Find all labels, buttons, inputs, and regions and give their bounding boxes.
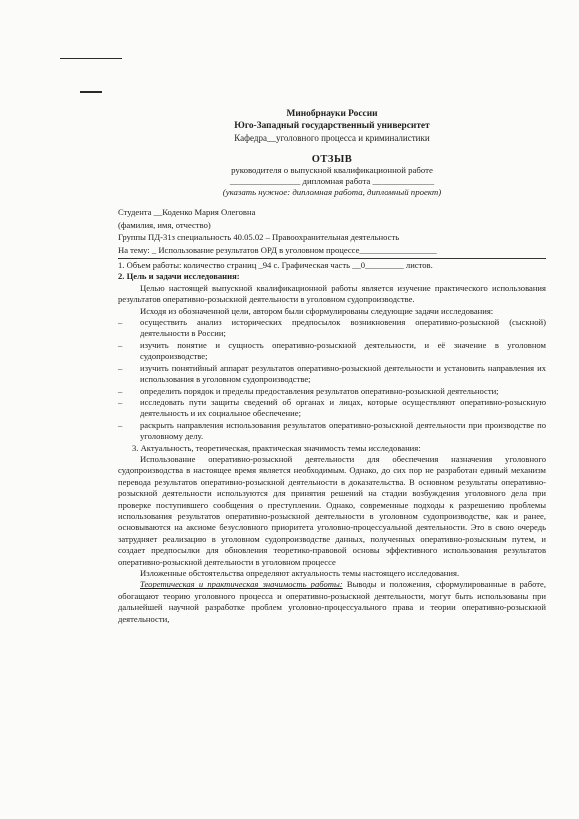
document-body [118,108,546,625]
student-field: Студента __Коденко Мария Олеговна [118,207,256,218]
goal-paragraph: Целью настоящей выпускной квалификационной работы является изучение практического использования результатов оперативно-розыскной деятельности в уголовном судопроизводстве. [118,282,546,305]
list-item: – изучить понятие и сущность оперативно-розыскной деятельности, и её значение в уголовном судопроизводстве; [118,339,546,362]
student-hint: (фамилия, имя, отчество) [118,219,211,230]
conclusion-paragraph: Изложенные обстоятельства определяют актуальность темы настоящего исследования. [140,568,460,578]
document-subtitle: руководителя о выпускной квалификационной работе [231,165,433,176]
list-item: – определить порядок и пределы предоставления результатов оперативно-розыскной деятельности; [118,385,499,396]
ministry-name: Минобрнауки России [286,109,378,119]
scan-edge-mark [60,58,122,59]
work-type-line: ________________ дипломная работа ______________ [229,176,435,187]
department-name: Кафедра__уголовного процесса и криминалистики [234,133,430,143]
section-goals-heading: 2. Цель и задачи исследования: [118,271,240,282]
scan-edge-mark [80,91,102,93]
section-relevance-heading: 3. Актуальность, теоретическая, практическая значимость темы исследования: [132,442,421,453]
relevance-paragraph: Использование оперативно-розыскной деятельности для обеспечения назначения уголовного судопроизводства в настоящее время является необходимым. Однако, до сих пор не разработан единый механизм перевода результатов оперативно-розыскной деятельности в доказательства. В основном результаты оперативно-розыскной деятельности используются для принятия решений на стадии возбуждения уголовного дела при проверке поступившего сообщения о преступлении. Однако, современные подходы к разрешению проблемы использования результатов оперативно-розыскной деятельности в уголовном судопроизводстве, как и ранее, основываются на аксиоме безусловного приоритета уголовно-процессуальной деятельности. Это в свою очередь затрудняет реализацию в уголовном судопроизводстве данных, полученных оперативно-розыскным путем, и создает предпосылки для обновления теоретико-правовой основы эффективного использования результатов оперативно-розыскной деятельности в уголовном процессе [118,453,546,567]
document-title: ОТЗЫВ [311,154,353,165]
group-field: Группы ПД-31з специальность 40.05.02 – Правоохранительная деятельность [118,232,400,243]
section-volume: 1. Объем работы: количество страниц _94 с. Графическая часть __0_________ листов. [118,260,433,271]
significance-text: Выводы и положения, сформулированные в работе, обогащают теорию уголовного процесса и оперативно-розыскной деятельности, могут быть использованы при дальнейшей научной разработке проблем уголовно-процессуального права и теории оперативно-розыскной деятельности, [118,579,547,624]
list-item: – исследовать пути защиты сведений об органах и лицах, которые осуществляют оперативно-розыскную деятельность и их социальное обеспечение; [118,396,546,419]
significance-lead: Теоретическая и практическая значимость работы: [140,579,343,590]
list-item: – осуществить анализ исторических предпосылок возникновения оперативно-розыскной (сыскной) деятельности в России; [118,317,546,339]
list-item: – раскрыть направления использования результатов оперативно-розыскной деятельности при производстве по уголовному делу. [118,419,546,442]
topic-field: На тему: _ Использование результатов ОРД в уголовном процессе__________________ [118,244,437,255]
divider [118,258,546,259]
university-name: Юго-Западный государственный университет [234,121,430,131]
work-type-hint: (указать нужное: дипломная работа, дипломный проект) [222,187,442,198]
tasks-intro-paragraph: Исходя из обозначенной цели, автором были сформулированы следующие задачи исследования: [140,305,494,316]
list-item: – изучить понятийный аппарат результатов оперативно-розыскной деятельности и установить направления их использования в уголовном судопроизводстве; [118,362,546,385]
tasks-list [118,317,546,442]
significance-paragraph [118,579,546,625]
